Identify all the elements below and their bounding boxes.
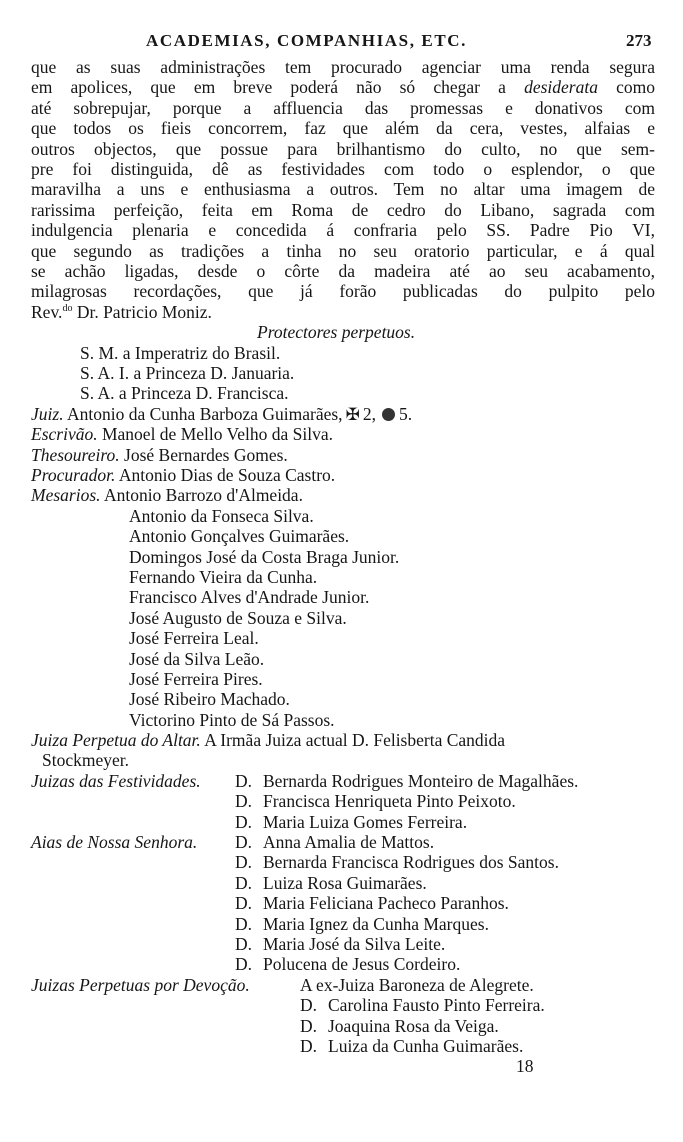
member-name: Francisca Henriqueta Pinto Peixoto.: [263, 791, 516, 812]
role-label: Thesoureiro.: [31, 444, 120, 465]
mesario-name: José Ferreira Leal.: [129, 628, 259, 649]
aias-row: [31, 934, 655, 954]
title-prefix: D.: [235, 913, 253, 934]
protector-item: S. M. a Imperatriz do Brasil.: [80, 342, 281, 363]
role-label: Procurador.: [31, 465, 116, 485]
title-prefix: D.: [300, 1035, 318, 1056]
title-prefix: D.: [235, 852, 253, 873]
role-label: Juizas Perpetuas por Devoção.: [31, 974, 250, 995]
body-text: Dr. Patricio Moniz.: [72, 301, 212, 322]
section-heading-protectores: Protectores perpetuos.: [257, 322, 416, 343]
body-line-last: [31, 302, 655, 322]
aias-row: [31, 852, 655, 872]
juiza-perpetua-altar: [31, 730, 655, 750]
role-label: Mesarios.: [31, 485, 101, 506]
body-line: maravilha a uns e enthusiasma a outros. Tem no altar uma imagem de: [31, 179, 655, 200]
devocao-row: [31, 1016, 655, 1036]
member-name: Joaquina Rosa da Veiga.: [328, 1015, 499, 1036]
role-label: Escrivão.: [31, 424, 98, 445]
member-name: Anna Amalia de Mattos.: [263, 832, 435, 853]
title-prefix: D.: [235, 811, 253, 832]
role-label: Aias de Nossa Senhora.: [31, 832, 198, 853]
aias-row: [31, 914, 655, 934]
aias-row: [31, 954, 655, 974]
signature-mark: 18: [516, 1056, 534, 1077]
title-prefix: D.: [235, 791, 253, 812]
role-label: Juiza Perpetua do Altar.: [31, 730, 201, 751]
festividades-row: [31, 771, 655, 791]
mesario-name: Victorino Pinto de Sá Passos.: [129, 709, 335, 730]
mesario-name: José da Silva Leão.: [129, 648, 265, 669]
mesario-name: José Ferreira Pires.: [129, 668, 263, 689]
body-line: outros objectos, que possue para brilhantismo do culto, no que sem-: [31, 138, 655, 159]
body-line: indulgencia plenaria e concedida á confraria pelo SS. Padre Pio VI,: [31, 220, 655, 241]
page-number: 273: [626, 31, 652, 50]
officer-name: Manoel de Mello Velho da Silva.: [101, 424, 333, 445]
member-name: Maria Ignez da Cunha Marques.: [263, 913, 489, 934]
officer-name: Antonio da Cunha Barboza Guimarães,: [67, 403, 343, 424]
mesario-name: Francisco Alves d'Andrade Junior.: [129, 587, 370, 608]
body-line: rarissima perfeição, feita em Roma de cedro do Libano, sagrada com: [31, 199, 655, 220]
officer-thesoureiro: [31, 445, 655, 465]
body-text: como: [597, 77, 655, 98]
officer-mesarios: [31, 485, 655, 505]
mesario-name: Antonio da Fonseca Silva.: [129, 505, 314, 526]
mesario-name: José Augusto de Souza e Silva.: [129, 607, 347, 628]
body-line: que todos os fieis concorrem, faz que além da cera, vestes, alfaias e: [31, 118, 655, 139]
body-line: que segundo as tradições a tinha no seu oratorio particular, e á qual: [31, 240, 655, 261]
member-name: Maria Feliciana Pacheco Paranhos.: [263, 893, 509, 914]
devocao-row: [31, 975, 655, 995]
aias-row: [31, 893, 655, 913]
mesario-name: Fernando Vieira da Cunha.: [129, 566, 318, 587]
aias-row: [31, 832, 655, 852]
devocao-row: [31, 1036, 655, 1056]
medal-icon: [382, 408, 395, 421]
medal-count: 5.: [398, 403, 413, 424]
aias-row: [31, 873, 655, 893]
protector-item: S. A. I. a Princeza D. Januaria.: [80, 363, 295, 384]
running-header: [0, 31, 683, 53]
title-prefix: D.: [300, 1015, 318, 1036]
superscript: do: [62, 303, 73, 315]
mesario-name: Domingos José da Costa Braga Junior.: [129, 546, 400, 567]
body-line: milagrosas recordações, que já forão publicadas do pulpito pelo: [31, 281, 655, 302]
title-prefix: D.: [235, 872, 253, 893]
mesario-name: Antonio Gonçalves Guimarães.: [129, 526, 350, 547]
member-name: Bernarda Francisca Rodrigues dos Santos.: [263, 852, 559, 873]
member-name: Polucena de Jesus Cordeiro.: [263, 954, 461, 975]
officer-name: José Bernardes Gomes.: [124, 444, 288, 465]
officer-name: Antonio Barrozo d'Almeida.: [103, 485, 303, 506]
festividades-row: [31, 791, 655, 811]
body-text: em apolices, que em breve poderá não só chegar a: [31, 77, 525, 98]
role-label: Juizas das Festividades.: [31, 770, 201, 791]
title-prefix: D.: [300, 995, 318, 1016]
cross-count: 2,: [362, 403, 376, 424]
title-prefix: D.: [235, 770, 253, 791]
body-line: [31, 77, 655, 97]
body-line: se achão ligadas, desde o côrte da madeira até ao seu acabamento,: [31, 261, 655, 282]
member-name: Luiza Rosa Guimarães.: [263, 872, 427, 893]
title-prefix: D.: [235, 954, 253, 975]
body-line: pre foi distinguida, dê as festividades com todo o esplendor, o que: [31, 159, 655, 180]
latin-term: desiderata: [524, 77, 598, 98]
member-name: Bernarda Rodrigues Monteiro de Magalhães.: [263, 770, 579, 791]
title-prefix: D.: [235, 832, 253, 853]
member-name: Maria Luiza Gomes Ferreira.: [263, 811, 468, 832]
body-line: até sobrepujar, porque a affluencia das promessas e donativos com: [31, 97, 655, 118]
protector-item: S. A. a Princeza D. Francisca.: [80, 383, 289, 404]
title-prefix: D.: [235, 933, 253, 954]
body-text: Rev.: [31, 301, 63, 322]
title-prefix: D.: [235, 893, 253, 914]
mesario-name: José Ribeiro Machado.: [129, 689, 290, 710]
officer-procurador: [31, 465, 655, 485]
officer-juiz: [31, 404, 655, 424]
member-name: Luiza da Cunha Guimarães.: [328, 1035, 524, 1056]
body-line: que as suas administrações tem procurado agenciar uma renda segura: [31, 57, 655, 77]
officer-name: A Irmãa Juiza actual D. Felisberta Candida: [204, 730, 506, 751]
role-label: Juiz.: [31, 403, 64, 424]
officer-name: Antonio Dias de Souza Castro.: [118, 465, 336, 485]
member-name: Maria José da Silva Leite.: [263, 933, 446, 954]
text-column: [31, 57, 655, 1077]
devocao-row: [31, 995, 655, 1015]
cross-of-order-icon: ✠: [345, 404, 360, 424]
running-title: ACADEMIAS, COMPANHIAS, ETC.: [146, 31, 468, 50]
member-name: Carolina Fausto Pinto Ferreira.: [328, 995, 545, 1016]
festividades-row: [31, 812, 655, 832]
member-name: A ex-Juiza Baroneza de Alegrete.: [300, 974, 534, 995]
officer-escrivao: [31, 424, 655, 444]
name-continuation: Stockmeyer.: [42, 750, 129, 771]
